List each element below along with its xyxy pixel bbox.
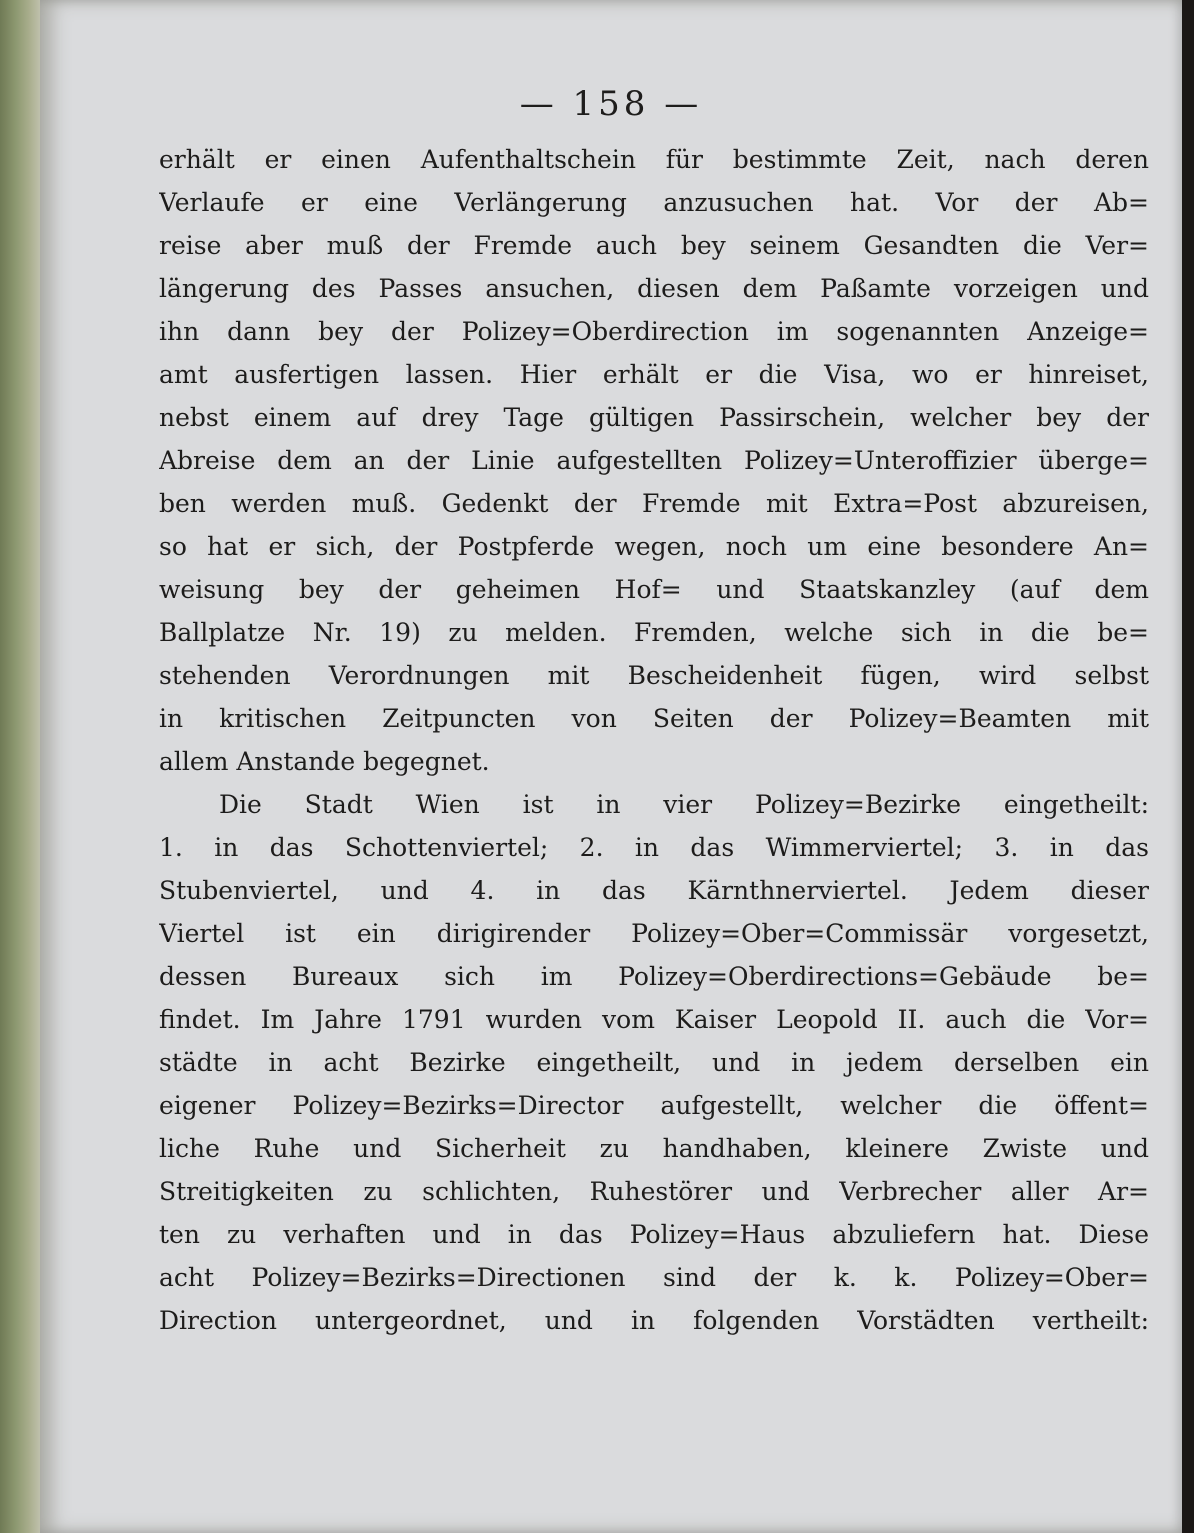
text-line: ben werden muß. Gedenkt der Fremde mit Extra=Post abzureisen, xyxy=(159,489,1149,518)
text-line: amt ausfertigen lassen. Hier erhält er die Visa, wo er hinreiset, xyxy=(159,360,1149,389)
paragraph-1 xyxy=(159,138,1149,783)
text-line: Verlaufe er eine Verlängerung anzusuchen hat. Vor der Ab= xyxy=(159,188,1149,217)
text-line: in kritischen Zeitpuncten von Seiten der Polizey=Beamten mit xyxy=(159,704,1149,733)
text-line: ten zu verhaften und in das Polizey=Haus abzuliefern hat. Diese xyxy=(159,1220,1149,1249)
text-line: Ballplatze Nr. 19) zu melden. Fremden, welche sich in die be= xyxy=(159,618,1149,647)
text-line: acht Polizey=Bezirks=Directionen sind der k. k. Polizey=Ober= xyxy=(159,1263,1149,1292)
paragraph-2 xyxy=(159,783,1149,1342)
text-line: Direction untergeordnet, und in folgenden Vorstädten vertheilt: xyxy=(159,1306,1149,1335)
text-line: ihn dann bey der Polizey=Oberdirection im sogenannten Anzeige= xyxy=(159,317,1149,346)
text-line: dessen Bureaux sich im Polizey=Oberdirections=Gebäude be= xyxy=(159,962,1149,991)
text-line: reise aber muß der Fremde auch bey seinem Gesandten die Ver= xyxy=(159,231,1149,260)
text-line: stehenden Verordnungen mit Bescheidenheit fügen, wird selbst xyxy=(159,661,1149,690)
text-line: weisung bey der geheimen Hof= und Staatskanzley (auf dem xyxy=(159,575,1149,604)
body-text xyxy=(159,138,1149,1342)
text-line: Viertel ist ein dirigirender Polizey=Ober=Commissär vorgesetzt, xyxy=(159,919,1149,948)
text-line: eigener Polizey=Bezirks=Director aufgestellt, welcher die öffent= xyxy=(159,1091,1149,1120)
text-line: allem Anstande begegnet. xyxy=(159,747,490,776)
text-line: erhält er einen Aufenthaltschein für bestimmte Zeit, nach deren xyxy=(159,145,1149,174)
text-line: Abreise dem an der Linie aufgestellten Polizey=Unteroffizier überge= xyxy=(159,446,1149,475)
text-line: Streitigkeiten zu schlichten, Ruhestörer und Verbrecher aller Ar= xyxy=(159,1177,1149,1206)
text-line: nebst einem auf drey Tage gültigen Passirschein, welcher bey der xyxy=(159,403,1149,432)
text-line: Stubenviertel, und 4. in das Kärnthnerviertel. Jedem dieser xyxy=(159,876,1149,905)
page-number: — 158 — xyxy=(519,84,703,124)
text-line: Die Stadt Wien ist in vier Polizey=Bezirke eingetheilt: xyxy=(219,790,1149,819)
text-line: findet. Im Jahre 1791 wurden vom Kaiser Leopold II. auch die Vor= xyxy=(159,1005,1149,1034)
scan-border xyxy=(1182,0,1194,1533)
text-line: liche Ruhe und Sicherheit zu handhaben, kleinere Zwiste und xyxy=(159,1134,1149,1163)
text-line: längerung des Passes ansuchen, diesen dem Paßamte vorzeigen und xyxy=(159,274,1149,303)
text-line: städte in acht Bezirke eingetheilt, und in jedem derselben ein xyxy=(159,1048,1149,1077)
text-line: 1. in das Schottenviertel; 2. in das Wimmerviertel; 3. in das xyxy=(159,833,1149,862)
book-page xyxy=(40,0,1182,1533)
text-line: so hat er sich, der Postpferde wegen, noch um eine besondere An= xyxy=(159,532,1149,561)
